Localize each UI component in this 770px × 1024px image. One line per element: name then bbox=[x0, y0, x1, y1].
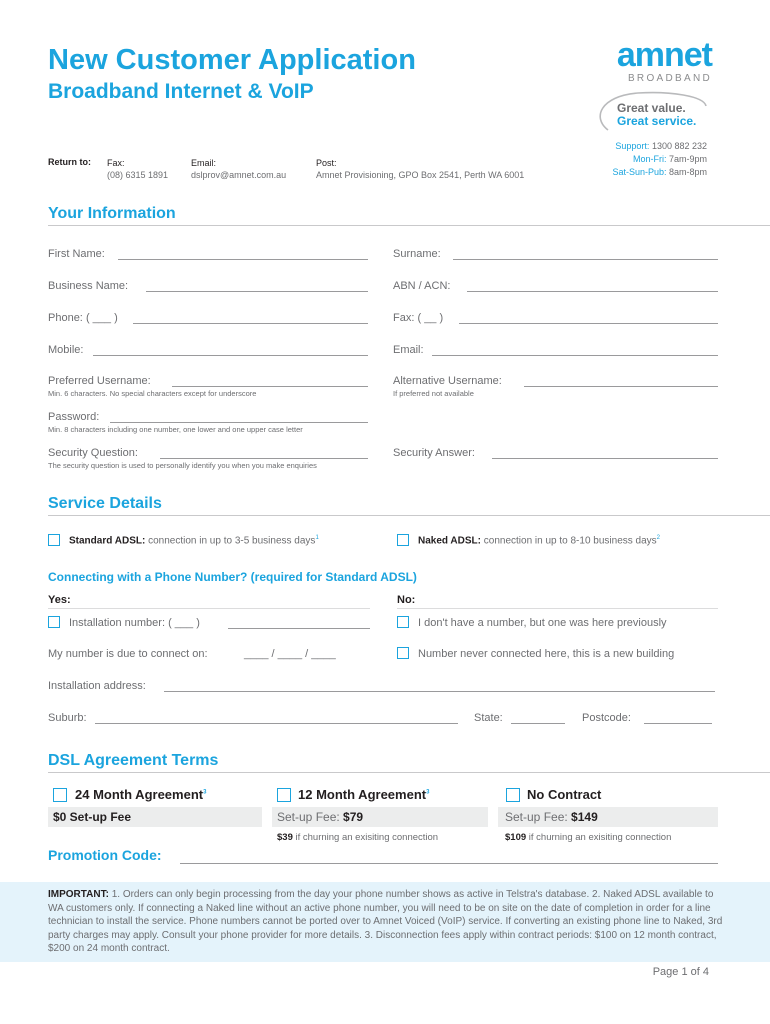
return-email bbox=[191, 157, 286, 181]
post-address: Amnet Provisioning, GPO Box 2541, Perth WA 6001 bbox=[316, 170, 525, 180]
password-field[interactable] bbox=[110, 422, 368, 423]
preferred-username-label: Preferred Username: bbox=[48, 375, 151, 387]
24-month-footnote: 3 bbox=[203, 789, 207, 796]
no-contract-checkbox[interactable] bbox=[506, 788, 520, 802]
suburb-label: Suburb: bbox=[48, 712, 87, 724]
installation-number-checkbox[interactable] bbox=[48, 616, 60, 628]
no-number-previously-label: I don't have a number, but one was here previously bbox=[418, 617, 667, 629]
24-month-checkbox[interactable] bbox=[53, 788, 67, 802]
section-divider bbox=[48, 772, 770, 773]
support-label: Support: bbox=[615, 141, 650, 151]
never-connected-label: Number never connected here, this is a new building bbox=[418, 648, 675, 660]
password-hint: Min. 8 characters including one number, one lower and one upper case letter bbox=[48, 425, 303, 434]
state-field[interactable] bbox=[511, 723, 565, 724]
phone-field[interactable] bbox=[133, 323, 368, 324]
installation-area-code[interactable]: ( ___ ) bbox=[168, 617, 200, 629]
preferred-username-hint: Min. 6 characters. No special characters except for underscore bbox=[48, 389, 257, 398]
alt-username-hint: If preferred not available bbox=[393, 389, 474, 398]
preferred-username-field[interactable] bbox=[172, 386, 368, 387]
phone-label-text: Phone: bbox=[48, 312, 83, 324]
installation-address-label: Installation address: bbox=[48, 680, 146, 692]
fax-label: Fax: bbox=[107, 158, 125, 168]
security-question-label: Security Question: bbox=[48, 447, 138, 459]
abn-field[interactable] bbox=[467, 291, 718, 292]
section-divider bbox=[48, 515, 770, 516]
tagline-line-2: Great service. bbox=[617, 114, 697, 128]
standard-adsl-label: Standard ADSL: bbox=[69, 535, 146, 547]
no-contract-option bbox=[527, 787, 601, 802]
promotion-code-label: Promotion Code: bbox=[48, 847, 162, 863]
return-to-label: Return to: bbox=[48, 157, 91, 167]
standard-adsl-footnote: 1 bbox=[315, 535, 319, 541]
security-answer-field[interactable] bbox=[492, 458, 718, 459]
weekday-label: Mon-Fri: bbox=[632, 154, 667, 164]
security-question-hint: The security question is used to personally identify you when you make enquiries bbox=[48, 461, 317, 470]
your-information-title: Your Information bbox=[48, 205, 176, 222]
important-notice bbox=[48, 888, 728, 956]
12-month-checkbox[interactable] bbox=[277, 788, 291, 802]
naked-adsl-desc: connection in up to 8-10 business days bbox=[483, 535, 657, 547]
logo-subtext: BROADBAND bbox=[627, 73, 712, 84]
dsl-terms-title: DSL Agreement Terms bbox=[48, 752, 219, 769]
standard-adsl-desc: connection in up to 3-5 business days bbox=[148, 535, 316, 547]
yes-divider bbox=[48, 608, 370, 609]
12-month-footnote: 3 bbox=[426, 789, 430, 796]
phone-label bbox=[48, 312, 118, 324]
12-month-churn-value: $39 bbox=[277, 832, 293, 843]
security-answer-label: Security Answer: bbox=[393, 447, 475, 459]
logo-text: amnet bbox=[616, 36, 712, 74]
email-field[interactable] bbox=[432, 355, 718, 356]
24-month-fee bbox=[53, 810, 131, 824]
naked-adsl-checkbox[interactable] bbox=[397, 534, 409, 546]
12-month-option bbox=[298, 787, 429, 802]
business-name-label: Business Name: bbox=[48, 280, 129, 292]
installation-number-field[interactable] bbox=[228, 628, 370, 629]
business-name-field[interactable] bbox=[146, 291, 368, 292]
weekday-hours: 7am-9pm bbox=[668, 154, 707, 164]
phone-area-code[interactable]: ( ___ ) bbox=[85, 312, 118, 324]
important-text: 1. Orders can only begin processing from the day your phone number shows as active in Telstra's database. 2. Naked ADSL available to WA customers only. If connecting a Naked line without an active phone number, you will need to be on site on the date of completion in order for a line technician to install the service. Phone numbers cannot be ported over to Amnet Voiced (VoIP) service. If converting an existing phone line to Naked, 3rd party charges may apply. Consult your phone provider for more details. 3. Disconnection fees apply within contract periods: $100 on 12 month contract, $200 on 24 month contract. bbox=[48, 889, 723, 954]
weekend-label: Sat-Sun-Pub: bbox=[612, 167, 667, 177]
first-name-field[interactable] bbox=[118, 259, 368, 260]
state-label: State: bbox=[474, 712, 503, 724]
12-month-churn bbox=[277, 832, 438, 843]
section-divider bbox=[48, 225, 770, 226]
no-contract-fee-value: $149 bbox=[571, 810, 598, 824]
amnet-logo bbox=[600, 38, 712, 84]
email-address[interactable]: dslprov@amnet.com.au bbox=[191, 170, 287, 180]
naked-adsl-option bbox=[418, 535, 660, 546]
fax-field[interactable] bbox=[459, 323, 718, 324]
due-date-field[interactable]: ____ / ____ / ____ bbox=[244, 648, 336, 660]
naked-adsl-label: Naked ADSL: bbox=[418, 535, 481, 547]
important-label: IMPORTANT: bbox=[48, 889, 109, 900]
security-question-field[interactable] bbox=[160, 458, 368, 459]
no-contract-fee bbox=[505, 810, 598, 824]
24-month-fee-label: $0 Set-up Fee bbox=[53, 810, 132, 824]
no-contract-churn-value: $109 bbox=[505, 832, 527, 843]
postcode-label: Postcode: bbox=[582, 712, 631, 724]
weekend-hours: 8am-8pm bbox=[668, 167, 707, 177]
12-month-fee bbox=[277, 810, 363, 824]
email-field-label: Email: bbox=[393, 344, 424, 356]
tagline bbox=[617, 102, 696, 128]
page-number: Page 1 of 4 bbox=[652, 966, 709, 978]
tagline-line-1: Great value. bbox=[617, 101, 686, 115]
yes-heading: Yes: bbox=[48, 594, 71, 606]
installation-number-text: Installation number: bbox=[69, 617, 165, 629]
page-title: New Customer Application bbox=[48, 44, 416, 76]
no-heading: No: bbox=[397, 594, 416, 606]
email-label: Email: bbox=[191, 158, 217, 168]
24-month-label: 24 Month Agreement bbox=[75, 787, 204, 802]
12-month-fee-label: Set-up Fee: bbox=[277, 810, 340, 824]
fax-label-text: Fax: bbox=[393, 312, 415, 324]
fax-number: (08) 6315 1891 bbox=[107, 170, 169, 180]
no-contract-churn bbox=[505, 832, 671, 843]
support-number: 1300 882 232 bbox=[651, 141, 707, 151]
alt-username-field[interactable] bbox=[524, 386, 718, 387]
12-month-label: 12 Month Agreement bbox=[298, 787, 427, 802]
never-connected-checkbox[interactable] bbox=[397, 647, 409, 659]
alt-username-label: Alternative Username: bbox=[393, 375, 502, 387]
fax-area-code[interactable]: ( __ ) bbox=[417, 312, 444, 324]
fax-field-label bbox=[393, 312, 443, 324]
12-month-churn-text: if churning an exisiting connection bbox=[295, 832, 439, 843]
standard-adsl-option bbox=[69, 535, 319, 546]
abn-label: ABN / ACN: bbox=[393, 280, 451, 292]
12-month-fee-value: $79 bbox=[343, 810, 364, 824]
naked-adsl-footnote: 2 bbox=[656, 535, 660, 541]
password-label: Password: bbox=[48, 411, 100, 423]
support-info bbox=[612, 140, 707, 179]
standard-adsl-checkbox[interactable] bbox=[48, 534, 60, 546]
promotion-code-field[interactable] bbox=[180, 863, 718, 864]
due-to-connect-label: My number is due to connect on: bbox=[48, 648, 208, 660]
return-post bbox=[316, 157, 524, 181]
return-fax bbox=[107, 157, 168, 181]
service-details-title: Service Details bbox=[48, 495, 162, 512]
no-contract-label: No Contract bbox=[527, 787, 602, 802]
page-subtitle: Broadband Internet & VoIP bbox=[48, 80, 314, 103]
mobile-label: Mobile: bbox=[48, 344, 84, 356]
suburb-field[interactable] bbox=[95, 723, 458, 724]
surname-label: Surname: bbox=[393, 248, 441, 260]
no-contract-fee-label: Set-up Fee: bbox=[505, 810, 568, 824]
24-month-option bbox=[75, 787, 206, 802]
no-number-previously-checkbox[interactable] bbox=[397, 616, 409, 628]
post-label: Post: bbox=[316, 158, 337, 168]
first-name-label: First Name: bbox=[48, 248, 105, 260]
installation-address-field[interactable] bbox=[164, 691, 715, 692]
installation-number-label bbox=[69, 617, 200, 629]
postcode-field[interactable] bbox=[644, 723, 712, 724]
no-divider bbox=[397, 608, 718, 609]
mobile-field[interactable] bbox=[93, 355, 368, 356]
surname-field[interactable] bbox=[453, 259, 718, 260]
phone-number-question: Connecting with a Phone Number? (required for Standard ADSL) bbox=[48, 570, 417, 584]
no-contract-churn-text: if churning an exisiting connection bbox=[528, 832, 672, 843]
